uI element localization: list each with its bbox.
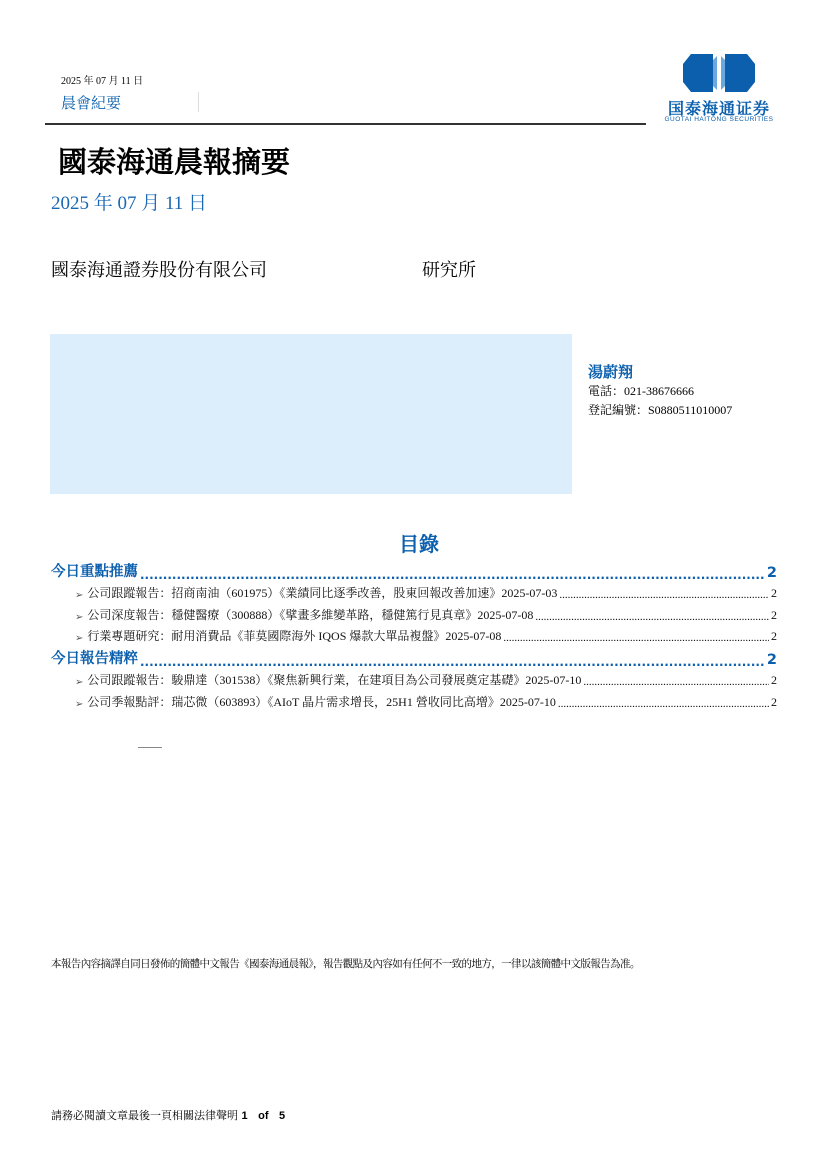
document-date: 2025 年 07 月 11 日 [51,193,208,214]
page-title: 國泰海通晨報摘要 [58,145,291,179]
report-type-label: 晨會紀要 [61,94,122,112]
toc-leader-dots [535,611,769,623]
page-of-label: of [258,1110,269,1122]
analyst-name: 湯蔚翔 [588,363,634,381]
toc-title: 目錄 [399,532,439,556]
hero-image-placeholder [50,334,572,494]
toc-leader-dots [503,632,769,644]
toc-leader-dots [140,569,765,581]
toc-page-number: 2 [766,565,777,581]
bullet-arrow-icon: ➢ [75,633,84,644]
bullet-arrow-icon: ➢ [75,677,84,688]
toc-item-label: 公司跟蹤報告：招商南油（601975）《業績同比逐季改善，股東回報改善加速》2025-07-03 [87,586,558,600]
legal-notice: 請務必閱讀文章最後一頁相關法律聲明 [51,1109,238,1122]
bullet-arrow-icon: ➢ [75,590,84,601]
toc-item-link[interactable] [51,607,777,623]
toc-leader-dots [583,676,769,688]
toc-page-number: 2 [771,586,777,600]
current-page: 1 [241,1110,248,1122]
bullet-arrow-icon: ➢ [75,612,84,623]
toc-page-number: 2 [771,695,777,709]
department-name: 研究所 [422,260,476,281]
total-pages: 5 [279,1110,286,1122]
toc-section-label: 今日重點推薦 [51,564,138,580]
toc-leader-dots [559,589,769,601]
header-date: 2025 年 07 月 11 日 [61,76,144,87]
toc-page-number: 2 [766,652,777,668]
brand-emblem-icon [655,52,783,94]
company-name: 國泰海通證券股份有限公司 [51,260,267,281]
toc-item-label: 公司深度報告：穩健醫療（300888）《擘畫多維變革路，穩健篤行見真章》2025-07-08 [87,608,534,622]
toc-page-number: 2 [771,629,777,643]
analyst-registration: 登記編號：S0880511010007 [588,403,733,417]
toc-leader-dots [140,656,765,668]
toc-leader-dots [558,698,769,710]
toc-page-number: 2 [771,608,777,622]
toc-item-link[interactable] [51,628,777,644]
page-footer [51,1107,285,1123]
toc-item-link[interactable] [51,585,777,601]
stray-mark [138,747,162,748]
disclaimer-text: 本報告內容摘譯自同日發佈的簡體中文報告《國泰海通晨報》，報告觀點及內容如有任何不一致的地方，一律以該簡體中文版報告為准。 [51,958,640,970]
toc-item-link[interactable] [51,694,777,710]
analyst-phone: 電話：021-38676666 [588,384,694,398]
toc-section-link[interactable] [51,563,777,581]
header-divider-tick [198,92,199,112]
toc-item-link[interactable] [51,672,777,688]
toc-item-label: 公司跟蹤報告：駿鼎達（301538）《聚焦新興行業，在建項目為公司發展奠定基礎》2025-07-10 [87,673,582,687]
brand-name-cn: 国泰海通证券 [667,99,770,118]
toc-item-label: 公司季報點評：瑞芯微（603893）《AIoT 晶片需求增長，25H1 營收同比高增》2025-07-10 [87,695,556,709]
brand-logo [655,52,783,128]
header-divider [45,123,646,125]
toc-section-link[interactable] [51,650,777,668]
toc-page-number: 2 [771,673,777,687]
bullet-arrow-icon: ➢ [75,699,84,710]
toc-item-label: 行業專題研究：耐用消費品《菲莫國際海外 IQOS 爆款大單品複盤》2025-07-08 [87,629,502,643]
brand-name-en: GUOTAI HAITONG SECURITIES [664,116,774,123]
toc-section-label: 今日報告精粹 [51,651,138,667]
